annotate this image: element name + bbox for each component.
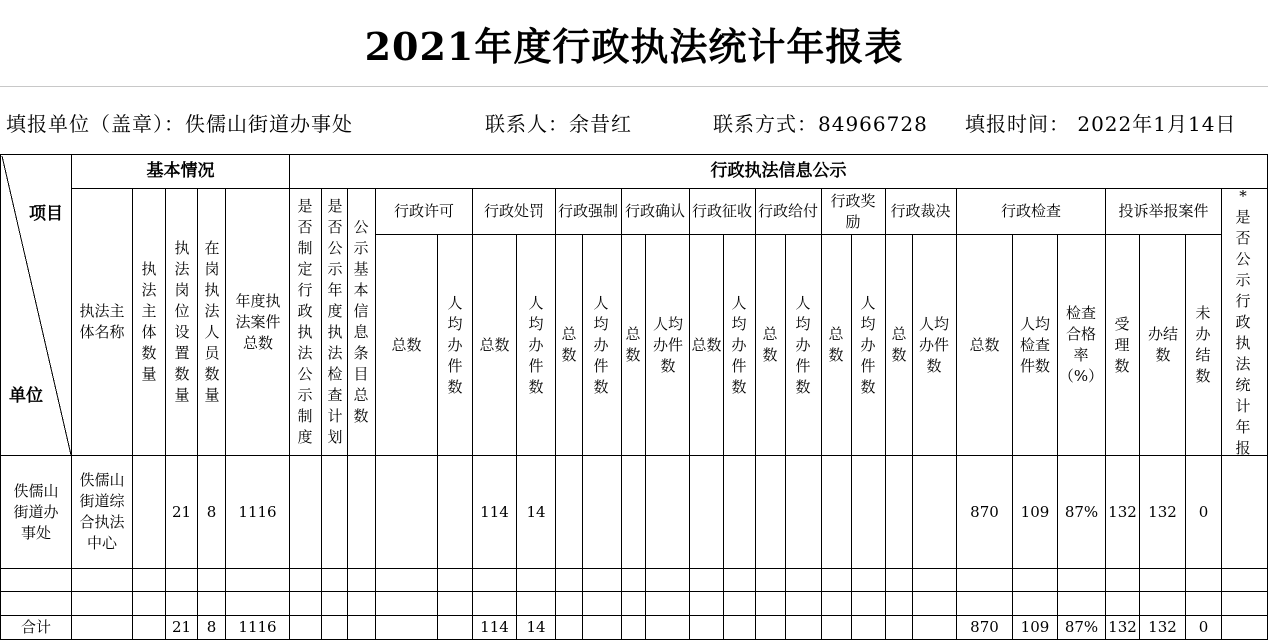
contact-phone: 联系方式：84966728 [713, 112, 928, 136]
sub-permit-avg: 人均办件数 [447, 293, 463, 396]
sub-confirm-avg: 人均办件数 [652, 314, 683, 375]
sub-inspect-total: 总数 [969, 335, 1000, 354]
total-pending: 0 [1198, 618, 1209, 636]
sub-penalty-avg: 人均办件数 [528, 293, 544, 396]
row1-pending: 0 [1198, 502, 1209, 521]
row1-done: 132 [1148, 502, 1177, 521]
sub-enforce-total: 总数 [561, 325, 577, 364]
total-penalty-total: 114 [480, 618, 509, 636]
header-info-items: 公示基本信息条目总数 [353, 218, 369, 425]
header-basic-info: 基本情况 [146, 161, 215, 181]
row1-post: 21 [171, 502, 192, 521]
sub-levy-avg: 人均办件数 [731, 293, 747, 396]
fill-unit: 填报单位（盖章）：佚儒山街道办事处 [6, 112, 353, 136]
header-ruling: 行政裁决 [890, 202, 951, 220]
sub-inspect-avg: 人均检查件数 [1019, 314, 1050, 375]
sub-pass-rate: 检查合格率（%） [1058, 304, 1104, 385]
header-permit: 行政许可 [393, 202, 454, 220]
sub-pay-total: 总数 [762, 325, 778, 364]
header-plan-public: 是否公示年度执法检查计划 [327, 197, 343, 446]
total-done: 132 [1148, 618, 1177, 636]
header-inspect: 行政检查 [1000, 202, 1061, 220]
sub-pay-avg: 人均办件数 [795, 293, 811, 396]
header-penalty: 行政处罚 [483, 202, 544, 220]
total-cases: 1116 [238, 618, 277, 636]
sub-enforce-avg: 人均办件数 [593, 293, 609, 396]
fill-date: 填报时间： 2022年1月14日 [965, 112, 1237, 136]
sub-confirm-total: 总数 [625, 325, 641, 364]
header-report-public: *是否公示行政执法统计年报 [1235, 186, 1251, 457]
row1-cases: 1116 [238, 502, 277, 521]
header-sys-public: 是否制定行政执法公示制度 [297, 197, 313, 446]
row1-entity: 佚儒山街道综合执法中心 [79, 471, 125, 552]
row1-penalty-avg: 14 [526, 502, 546, 521]
sub-ruling-total: 总数 [891, 325, 907, 364]
row1-staff: 8 [206, 502, 217, 521]
total-penalty-avg: 14 [526, 618, 546, 636]
header-case-total: 年度执法案件总数 [235, 291, 281, 352]
header-levy: 行政征收 [692, 202, 753, 220]
sub-accepted: 受理数 [1114, 314, 1130, 375]
header-info-public: 行政执法信息公示 [710, 161, 847, 181]
total-pass-rate: 87% [1064, 618, 1099, 636]
header-confirm: 行政确认 [624, 202, 685, 220]
header-complaint: 投诉举报案件 [1118, 202, 1209, 220]
row1-pass-rate: 87% [1064, 502, 1099, 521]
sub-levy-total: 总数 [691, 335, 722, 354]
header-post-count: 执法岗位设置数量 [174, 239, 190, 404]
report-title: 2021年度行政执法统计年报表 [364, 23, 904, 69]
total-staff: 8 [206, 618, 217, 636]
row1-inspect-avg: 109 [1020, 502, 1050, 521]
header-entity-count: 执法主体数量 [141, 260, 157, 383]
total-inspect-avg: 109 [1020, 618, 1050, 636]
sub-done: 办结数 [1147, 325, 1178, 364]
total-accepted: 132 [1108, 618, 1137, 636]
sub-permit-total: 总数 [391, 335, 422, 354]
header-staff-count: 在岗执法人员数量 [204, 239, 220, 404]
sub-reward-total: 总数 [828, 325, 844, 364]
row1-accepted: 132 [1108, 502, 1137, 521]
corner-label-unit: 单位 [9, 385, 43, 406]
total-post: 21 [171, 618, 192, 636]
header-entity-name: 执法主体名称 [79, 302, 125, 341]
sub-pending: 未办结数 [1195, 304, 1211, 385]
sub-penalty-total: 总数 [479, 335, 510, 354]
header-pay: 行政给付 [758, 202, 819, 220]
row1-inspect-total: 870 [970, 502, 999, 521]
sub-ruling-avg: 人均办件数 [918, 314, 949, 375]
sub-reward-avg: 人均办件数 [860, 293, 876, 396]
header-reward: 行政奖励 [830, 191, 876, 231]
contact-person: 联系人：余昔红 [485, 112, 632, 136]
header-enforce: 行政强制 [558, 202, 619, 220]
row1-unit: 佚儒山街道办事处 [13, 481, 59, 542]
corner-label-item: 项目 [29, 203, 63, 224]
row1-penalty-total: 114 [480, 502, 509, 521]
total-inspect-total: 870 [970, 618, 999, 636]
total-label: 合计 [20, 618, 51, 636]
